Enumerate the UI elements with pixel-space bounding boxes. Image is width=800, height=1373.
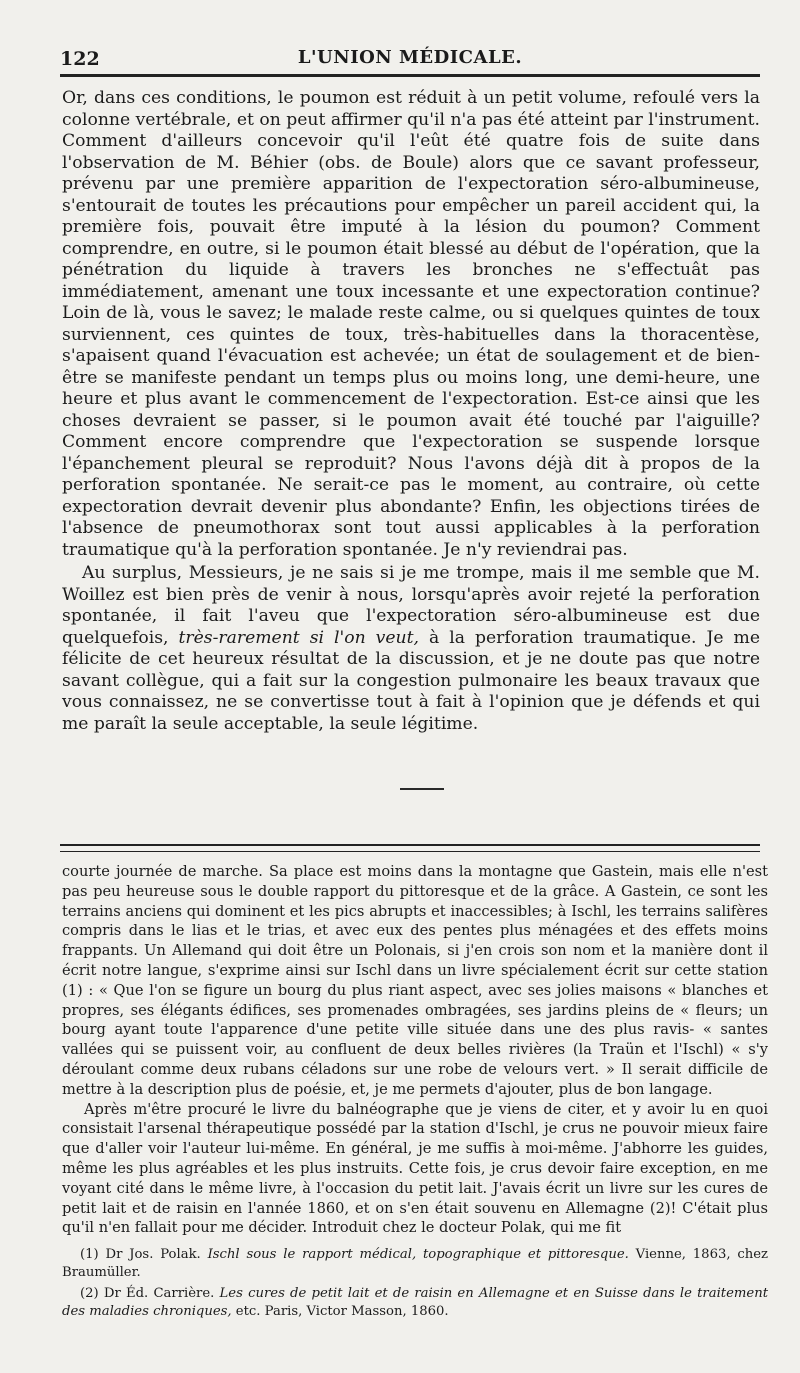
footnote-1 [62,1246,768,1281]
footnote-2-suffix: etc. Paris, Victor Masson, 1860. [231,1303,449,1319]
article-paragraph-2-text-b: à la perforation traumatique. Je me félicite de cet heureux résultat de la discussion, et je ne doute pas que notre savant collègue, qui a fait sur la congestion pulmonaire les beaux travaux que vous connaissez, ne se convertisse tout à fait à l'opinion que je défends et qui me paraît la seule acceptable, la seule légitime. [62,627,761,734]
feuilleton-rule-top [60,844,760,846]
article-paragraph-1 [62,88,760,561]
feuilleton-paragraph-1: courte journée de marche. Sa place est moins dans la montagne que Gastein, mais elle n'est pas peu heureuse sous le double rapport du pittoresque et de la grâce. A Gastein, ce sont les terrains anciens qui dominent et les pics abrupts et inaccessibles; à Ischl, les terrains salifères compris dans le lias et le trias, et avec eux des pentes plus ménagées et des effets moins frappants. Un Allemand qui doit être un Polonais, si j'en crois son nom et la manière dont il écrit notre langue, s'exprime ainsi sur Ischl dans un livre spécialement écrit sur cette station (1) : « Que l'on se figure un bourg du plus riant aspect, avec ses jolies maisons « blanches et propres, ses élégants édifices, ses promenades ombragées, ses jardins pleins de « fleurs; un bourg ayant toute l'apparence d'une petite ville située dans une des plus ravis- « santes vallées qui se puissent voir, au confluent de deux belles rivières (la Traün et l'Ischl) « s'y déroulant comme deux rubans céladons sur une robe de velours vert. » Il serait difficile de mettre à la description plus de poésie, et, je me permets d'ajouter, plus de bon langage. [62,863,768,1098]
article-paragraph-2-italic: très-rarement si l'on veut, [178,627,419,648]
feuilleton-paragraph-2: Après m'être procuré le livre du balnéographe que je viens de citer, et y avoir lu en quoi consistait l'arsenal thérapeutique possédé par la station d'Ischl, je crus ne pouvoir mieux faire que d'aller voir l'auteur lui-même. En général, je me suffis à moi-même. J'abhorre les guides, même les plus agréables et les plus instruits. Cette fois, je crus devoir faire exception, en me voyant cité dans le même livre, à l'occasion du petit lait. J'avais écrit un livre sur les cures de petit lait et de raisin en l'année 1860, et on s'en était souvenu en Allemagne (2)! C'était plus qu'il n'en fallait pour me décider. Introduit chez le docteur Polak, qui me fit [62,1100,768,1237]
page-number: 122 [60,48,100,70]
running-head [60,44,760,74]
footnote-2-title: Les cures de petit lait et de raisin en Allemagne et en Suisse dans le traitement des maladies chroniques, [62,1286,769,1319]
section-separator [400,788,444,790]
article-body [62,88,760,735]
article-paragraph-2 [62,563,760,735]
journal-title: L'UNION MÉDICALE. [297,47,523,68]
footnote-1-prefix: (1) Dr Jos. Polak. [80,1247,208,1262]
footnote-1-suffix: Vienne, 1863, chez Braumüller. [62,1247,768,1280]
footnotes [62,1246,768,1324]
footnote-2 [62,1285,768,1320]
header-rule [60,74,760,77]
feuilleton-body [62,862,768,1238]
footnote-2-prefix: (2) Dr Éd. Carrière. [80,1286,220,1301]
footnote-1-title: Ischl sous le rapport médical, topographique et pittoresque. [207,1247,629,1262]
article-paragraph-2-text-a: Au surplus, Messieurs, je ne sais si je me trompe, mais il me semble que M. Woillez est bien près de venir à nous, lorsqu'après avoir rejeté la perforation spontanée, il fait l'aveu que l'expectoration séro-albumineuse est due quelquefois, [62,563,760,648]
article-paragraph-1-text: Or, dans ces conditions, le poumon est réduit à un petit volume, refoulé vers la colonne vertébrale, et on peut affirmer qu'il n'a pas été atteint par l'instrument. Comment d'ailleurs concevoir qu'il l'eût été quatre fois de suite dans l'observation de M. Béhier (obs. de Boule) alors que ce savant professeur, prévenu par une première apparition de l'expectoration séro-albumineuse, s'entourait de toutes les précautions pour empêcher un pareil accident qui, la première fois, pouvait être imputé à la lésion du poumon? Comment comprendre, en outre, si le poumon était blessé au début de l'opération, que la pénétration du liquide à travers les bronches ne s'effectuât pas immédiatement, amenant une toux incessante et une expectoration continue? Loin de là, vous le savez; le malade reste calme, ou si quelques quintes de toux surviennent, ces quintes de toux, très-habituelles dans la thoracentèse, s'apaisent quand l'évacuation est achevée; un état de soulagement et de bien-être se manifeste pendant un temps plus ou moins long, une demi-heure, une heure et plus avant le commencement de l'expectoration. Est-ce ainsi que les choses devraient se passer, si le poumon avait été touché par l'aiguille? Comment encore comprendre que l'expectoration se suspende lorsque l'épanchement pleural se reproduit? Nous l'avons déjà dit à propos de la perforation spontanée. Ne serait-ce pas le moment, au contraire, où cette expectoration devrait devenir plus abondante? Enfin, les objections tirées de l'absence de pneumothorax sont tout aussi applicables à la perforation traumatique qu'à la perforation spontanée. Je n'y reviendrai pas. [62,88,760,560]
feuilleton-rule-bottom [60,851,760,852]
